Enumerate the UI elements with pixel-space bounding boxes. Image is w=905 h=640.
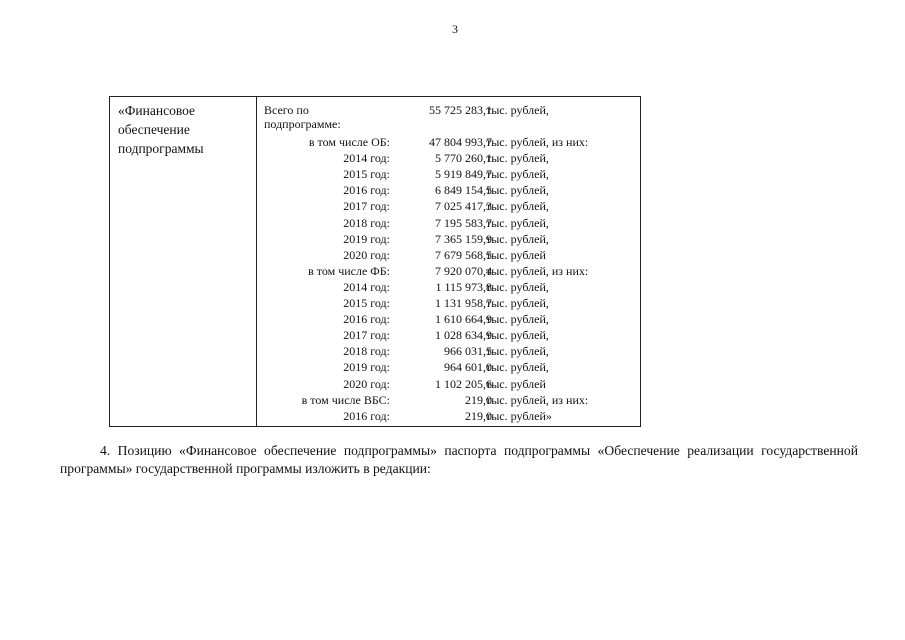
row-unit: тыс. рублей, [486, 344, 549, 359]
breakdown-row [110, 295, 640, 311]
row-value: 966 031,5 [444, 344, 492, 359]
row-unit: тыс. рублей, [486, 215, 549, 230]
row-unit: тыс. рублей, [486, 199, 549, 214]
instruction-paragraph [60, 442, 858, 478]
row-unit: тыс. рублей» [486, 408, 552, 423]
breakdown-row [110, 134, 640, 150]
row-value: 7 025 417,3 [435, 199, 492, 214]
row-unit: тыс. рублей, [486, 360, 549, 375]
row-label: 2014 год: [343, 279, 390, 294]
row-unit: тыс. рублей, [486, 183, 549, 198]
row-label: в том числе ВБС: [301, 392, 390, 407]
row-value: 5 919 849,7 [435, 167, 492, 182]
breakdown-row [110, 359, 640, 375]
financing-table [109, 96, 641, 427]
row-unit: тыс. рублей [486, 247, 546, 262]
breakdown-row [110, 231, 640, 247]
row-label: 2020 год: [343, 247, 390, 262]
grand-total-label-line: Всего по [264, 103, 309, 117]
row-value: 219,0 [465, 408, 492, 423]
row-value: 1 131 958,7 [435, 296, 492, 310]
breakdown-row [110, 311, 640, 327]
breakdown-row [110, 279, 640, 295]
row-label: 2018 год: [343, 215, 390, 230]
row-value: 7 195 583,7 [435, 215, 492, 230]
row-label: 2015 год: [343, 167, 390, 182]
row-label: 2017 год: [343, 328, 390, 343]
left-cell-line: «Финансовое [118, 103, 196, 118]
breakdown-row [110, 215, 640, 231]
row-unit: тыс. рублей, [486, 296, 549, 310]
row-unit: тыс. рублей, из них: [486, 135, 589, 149]
row-label: 2017 год: [343, 199, 390, 214]
row-value: 1 028 634,9 [435, 328, 492, 343]
row-label: 2015 год: [343, 296, 390, 310]
row-value: 7 365 159,9 [435, 231, 492, 246]
grand-total-value: 55 725 283,1 [429, 103, 492, 117]
row-unit: тыс. рублей, из них: [486, 392, 589, 407]
breakdown-row [110, 198, 640, 214]
row-value: 1 102 205,6 [435, 376, 492, 391]
row-label: 2019 год: [343, 231, 390, 246]
left-cell-line: подпрограммы [118, 141, 204, 156]
breakdown-row [110, 150, 640, 166]
breakdown-row [110, 263, 640, 279]
grand-total-unit: тыс. рублей, [486, 103, 549, 117]
row-label: в том числе ФБ: [308, 263, 390, 278]
row-unit: тыс. рублей [486, 376, 546, 391]
row-label: 2016 год: [343, 408, 390, 423]
row-unit: тыс. рублей, [486, 151, 549, 166]
row-unit: тыс. рублей, [486, 328, 549, 343]
breakdown-row [110, 392, 640, 408]
grand-total-row [110, 102, 640, 118]
row-label: в том числе ОБ: [308, 135, 390, 149]
row-value: 7 920 070,4 [435, 263, 492, 278]
row-value: 1 610 664,9 [435, 312, 492, 327]
row-value: 964 601,0 [444, 360, 492, 375]
breakdown-row [110, 247, 640, 263]
breakdown-row [110, 343, 640, 359]
row-value: 1 115 973,8 [435, 279, 492, 294]
row-unit: тыс. рублей, из них: [486, 263, 589, 278]
row-value: 5 770 260,1 [435, 151, 492, 166]
breakdown-row [110, 327, 640, 343]
breakdown-row [110, 166, 640, 182]
row-unit: тыс. рублей, [486, 167, 549, 182]
paragraph-text: 4. Позицию «Финансовое обеспечение подпрограммы» паспорта подпрограммы «Обеспечение реализации государственной программы» государственной программы изложить в редакции: [60, 443, 858, 476]
grand-total-label-line: подпрограмме: [264, 117, 341, 131]
breakdown-row [110, 376, 640, 392]
row-unit: тыс. рублей, [486, 312, 549, 327]
row-value: 47 804 993,7 [429, 135, 492, 149]
row-label: 2020 год: [343, 376, 390, 391]
row-label: 2016 год: [343, 183, 390, 198]
row-value: 219,0 [465, 392, 492, 407]
row-label: 2019 год: [343, 360, 390, 375]
row-unit: тыс. рублей, [486, 279, 549, 294]
row-label: 2016 год: [343, 312, 390, 327]
row-value: 7 679 568,5 [435, 247, 492, 262]
row-label: 2014 год: [343, 151, 390, 166]
row-value: 6 849 154,5 [435, 183, 492, 198]
breakdown-row [110, 182, 640, 198]
page-number: 3 [452, 22, 458, 36]
row-unit: тыс. рублей, [486, 231, 549, 246]
breakdown-row [110, 408, 640, 424]
row-label: 2018 год: [343, 344, 390, 359]
left-cell-line: обеспечение [118, 122, 190, 137]
